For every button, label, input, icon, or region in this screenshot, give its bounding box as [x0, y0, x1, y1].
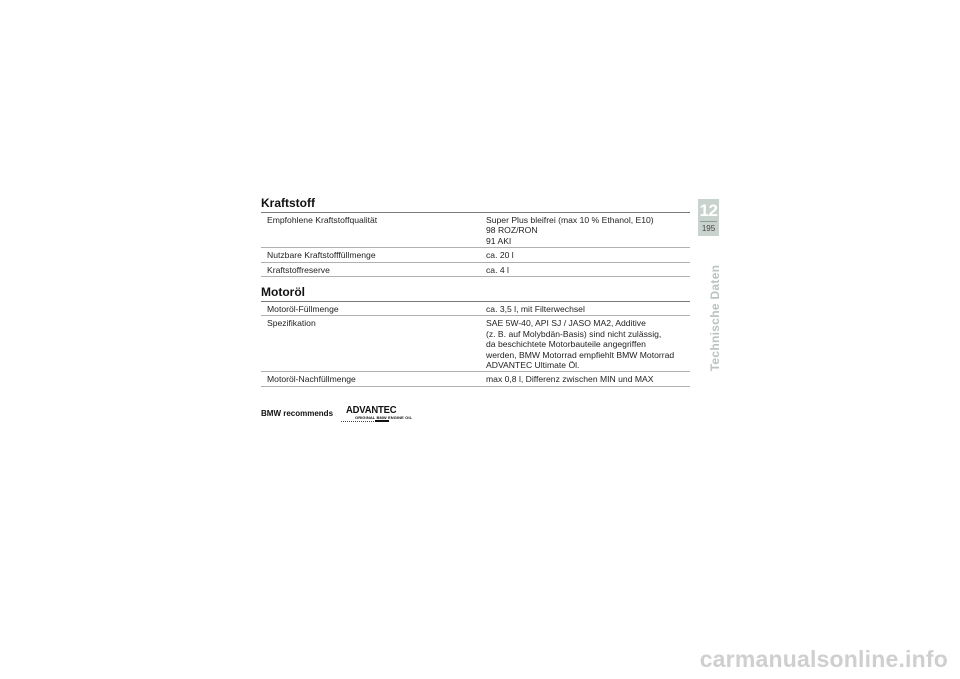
recommends-label: BMW recommends: [261, 409, 334, 418]
value-line: da beschichtete Motorbauteile angegriffen: [486, 339, 646, 350]
row-label: Nutzbare Kraftstofffüllmenge: [261, 248, 480, 262]
row-value: [480, 248, 690, 262]
logo-solid-bar: [375, 420, 389, 422]
row-value: [480, 213, 690, 248]
value-line: ca. 3,5 l, mit Filterwechsel: [486, 304, 585, 315]
value-line: 98 ROZ/RON: [486, 225, 538, 236]
kraftstoff-table: [261, 212, 690, 277]
table-row: [261, 372, 690, 386]
page-number: 195: [701, 224, 716, 233]
chapter-number: 12: [699, 201, 718, 220]
advantec-logo: [341, 404, 421, 424]
chapter-tab: [698, 199, 719, 236]
chapter-title: Technische Daten: [708, 264, 722, 372]
table-row: [261, 316, 690, 372]
row-value: [480, 372, 690, 386]
row-label: Spezifikation: [261, 316, 480, 372]
row-label: Motoröl-Füllmenge: [261, 302, 480, 316]
table-row: [261, 302, 690, 316]
table-row: [261, 262, 690, 276]
logo-dotted-bar: [341, 421, 375, 422]
value-line: SAE 5W-40, API SJ / JASO MA2, Additive: [486, 318, 646, 329]
value-line: (z. B. auf Molybdän-Basis) sind nicht zulässig,: [486, 328, 662, 339]
row-value: [480, 262, 690, 276]
value-line: Super Plus bleifrei (max 10 % Ethanol, E10): [486, 215, 654, 225]
section-title-motoroel: Motoröl: [261, 285, 305, 300]
bmw-recommends: [261, 404, 461, 424]
row-label: Kraftstoffreserve: [261, 262, 480, 276]
value-line: 91 AKI: [486, 235, 512, 246]
chapter-divider: [700, 221, 717, 222]
watermark: carmanualsonline.info: [699, 646, 948, 672]
row-value: [480, 316, 690, 372]
row-label: Empfohlene Kraftstoffqualität: [261, 213, 480, 248]
motoroel-table: [261, 301, 690, 387]
table-row: [261, 213, 690, 248]
section-title-kraftstoff: Kraftstoff: [261, 196, 315, 210]
value-line: ADVANTEC Ultimate Öl.: [486, 360, 580, 371]
table-row: [261, 248, 690, 262]
value-line: ca. 20 l: [486, 250, 514, 261]
row-label: Motoröl-Nachfüllmenge: [261, 372, 480, 386]
value-line: ca. 4 l: [486, 264, 509, 275]
row-value: [480, 302, 690, 316]
logo-subline: ORIGINAL BMW ENGINE OIL: [355, 415, 413, 420]
logo-wordmark: ADVANTEC: [346, 404, 397, 416]
value-line: werden, BMW Motorrad empfiehlt BMW Motorrad: [486, 349, 675, 360]
value-line: max 0,8 l, Differenz zwischen MIN und MAX: [486, 374, 654, 385]
main-content: [261, 196, 690, 387]
